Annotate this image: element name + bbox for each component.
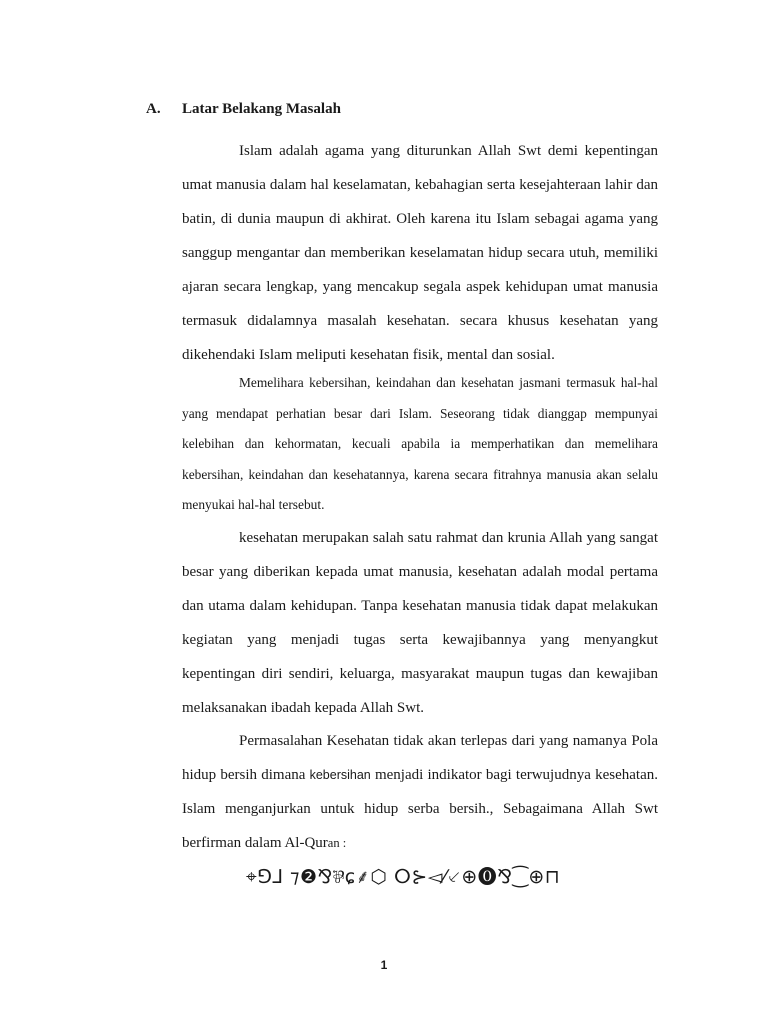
paragraph-1: Islam adalah agama yang diturunkan Allah Swt demi kepentingan umat manusia dalam hal keselamatan, kebahagian serta kesejahteraan lahir dan batin, di dunia maupun di akhirat. Oleh karena itu Islam sebagai agama yang sanggup mengantar dan memberikan keselamatan hidup secara utuh, memiliki ajaran secara lengkap, yang mencakup segala aspek kehidupan umat manusia termasuk didalamnya masalah kesehatan. secara khusus kesehatan yang dikehendaki Islam meliputi kesehatan fisik, mental dan sosial. <box>182 143 658 363</box>
paragraph-3: kesehatan merupakan salah satu rahmat dan krunia Allah yang sangat besar yang diberikan kepada umat manusia, kesehatan adalah modal pertama dan utama dalam kehidupan. Tanpa kesehatan manusia tidak dapat melakukan kegiatan yang menjadi tugas serta kewajibannya yang menyangkut kepentingan diri sendiri, keluarga, masyarakat maupun tugas dan kewajiban melaksanakan ibadah kepada Allah Swt. <box>182 530 658 716</box>
quran-verse-glyphs: ⌖⅁⅃ ⁊❷⅋⅌ɕ⸙⬡ ⵔ⊱◅⁄⸔⊕⓿⅋⁐⊕⊓ <box>246 866 561 888</box>
section-title: Latar Belakang Masalah <box>182 101 341 117</box>
paragraph-2: Memelihara kebersihan, keindahan dan kesehatan jasmani termasuk hal-hal yang mendapat perhatian besar dari Islam. Seseorang tidak dianggap mempunyai kelebihan dan kehormatan, kecuali apabila ia memperhatikan dan memelihara kebersihan, keindahan dan kesehatannya, karena secara fitrahnya manusia akan selalu menyukai hal-hal tersebut. <box>182 375 658 512</box>
keyword-kebersihan: kebersihan <box>309 768 371 782</box>
paragraph-4 <box>182 724 658 860</box>
paragraph-4-text-c: an : <box>327 836 347 850</box>
page-number: 1 <box>380 958 388 972</box>
section-number: A. <box>146 101 161 117</box>
paragraph-4-text-b: menjadi indikator bagi terwujudnya kesehatan. Islam menganjurkan untuk hidup serba bersih., Sebagaimana Allah Swt berfirman dalam Al-Qur <box>182 767 658 851</box>
paragraph-4-text-a: Permasalahan Kesehatan tidak akan terlepas dari yang namanya Pola hidup bersih dimana <box>182 733 658 783</box>
